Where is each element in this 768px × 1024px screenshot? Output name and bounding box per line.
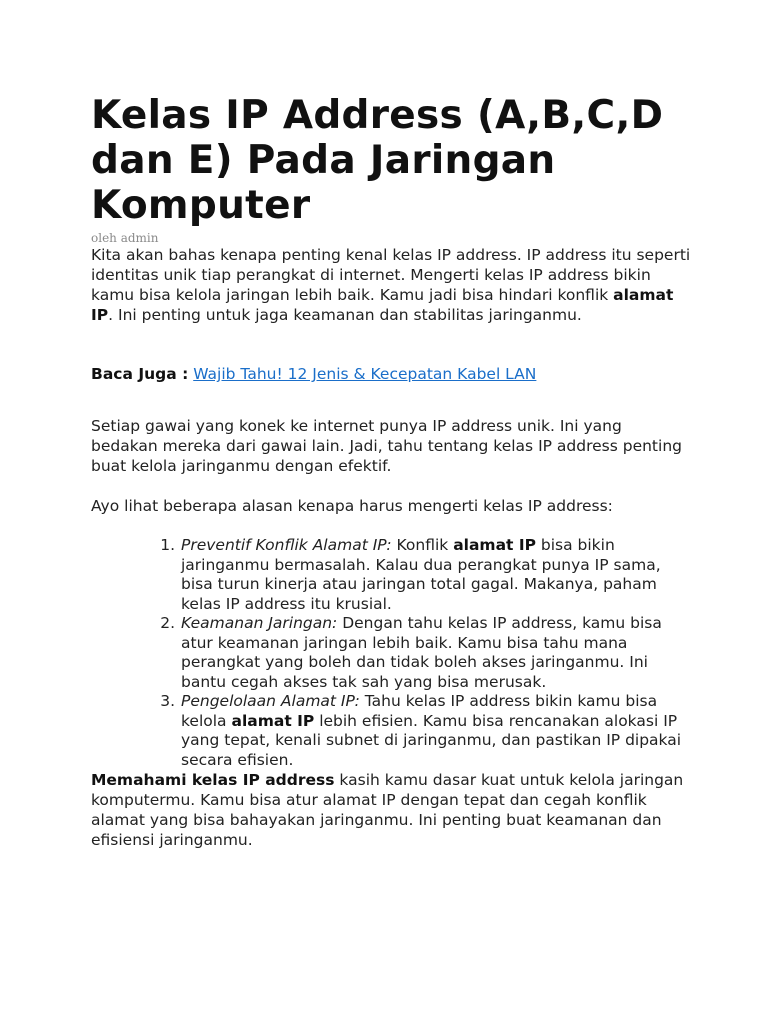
list-item-bold: alamat IP [453,536,536,554]
list-item-text-end: bisa bikin jaringanmu bermasalah. Kalau dua perangkat punya IP sama, bisa turun kinerja atau jaringan total gagal. Makanya, paham kelas IP address itu krusial. [181,536,661,613]
baca-juga [91,364,691,384]
list-item [180,692,691,770]
article-title: Kelas IP Address (A,B,C,D dan E) Pada Jaringan Komputer [91,93,664,228]
list-item-text: Tahu kelas IP address bikin kamu bisa kelola [181,692,658,730]
intro-paragraph [91,245,691,325]
list-item [180,536,691,614]
closing-text: kasih kamu dasar kuat untuk kelola jaringan komputermu. Kamu bisa atur alamat IP dengan tepat dan cegah konflik alamat yang bisa bahayakan jaringanmu. Ini penting buat keamanan dan efisiensi jaringanmu. [91,771,684,849]
list-item-text-end: lebih efisien. Kamu bisa rencanakan alokasi IP yang tepat, kenali subnet di jaringanmu, dan pastikan IP dipakai secara efisien. [181,711,682,769]
byline: oleh admin [91,231,159,245]
closing-bold: Memahami kelas IP address [91,771,335,789]
list-item-term: Preventif Konflik Alamat IP: [181,536,392,554]
paragraph-3: Ayo lihat beberapa alasan kenapa harus mengerti kelas IP address: [91,497,613,515]
list-item-text: Konflik [391,536,454,554]
article [91,93,691,850]
closing-paragraph [91,770,691,850]
intro-text-end: . Ini penting untuk jaga keamanan dan stabilitas jaringanmu. [108,306,582,324]
intro-bold: alamat IP [91,286,674,324]
list-item-bold: alamat IP [231,711,315,730]
baca-juga-link[interactable]: Wajib Tahu! 12 Jenis & Kecepatan Kabel LAN [193,365,537,383]
list-item-term: Keamanan Jaringan: [181,614,338,632]
list-item-term: Pengelolaan Alamat IP: [181,692,360,710]
intro-text: Kita akan bahas kenapa penting kenal kelas IP address. IP address itu seperti identitas unik tiap perangkat di internet. Mengerti kelas IP address bikin kamu bisa kelola jaringan lebih baik. Kamu jadi bisa hindari konflik [91,246,691,304]
reasons-list [91,536,691,770]
list-item-text: Dengan tahu kelas IP address, kamu bisa atur keamanan jaringan lebih baik. Kamu bisa tahu mana perangkat yang boleh dan tidak boleh akses jaringanmu. Ini bantu cegah akses tak sah yang bisa merusak. [181,614,662,691]
list-item [180,614,691,692]
baca-juga-label: Baca Juga : [91,365,189,383]
paragraph-2: Setiap gawai yang konek ke internet punya IP address unik. Ini yang bedakan mereka dari gawai lain. Jadi, tahu tentang kelas IP address penting buat kelola jaringanmu dengan efektif. [91,417,682,475]
